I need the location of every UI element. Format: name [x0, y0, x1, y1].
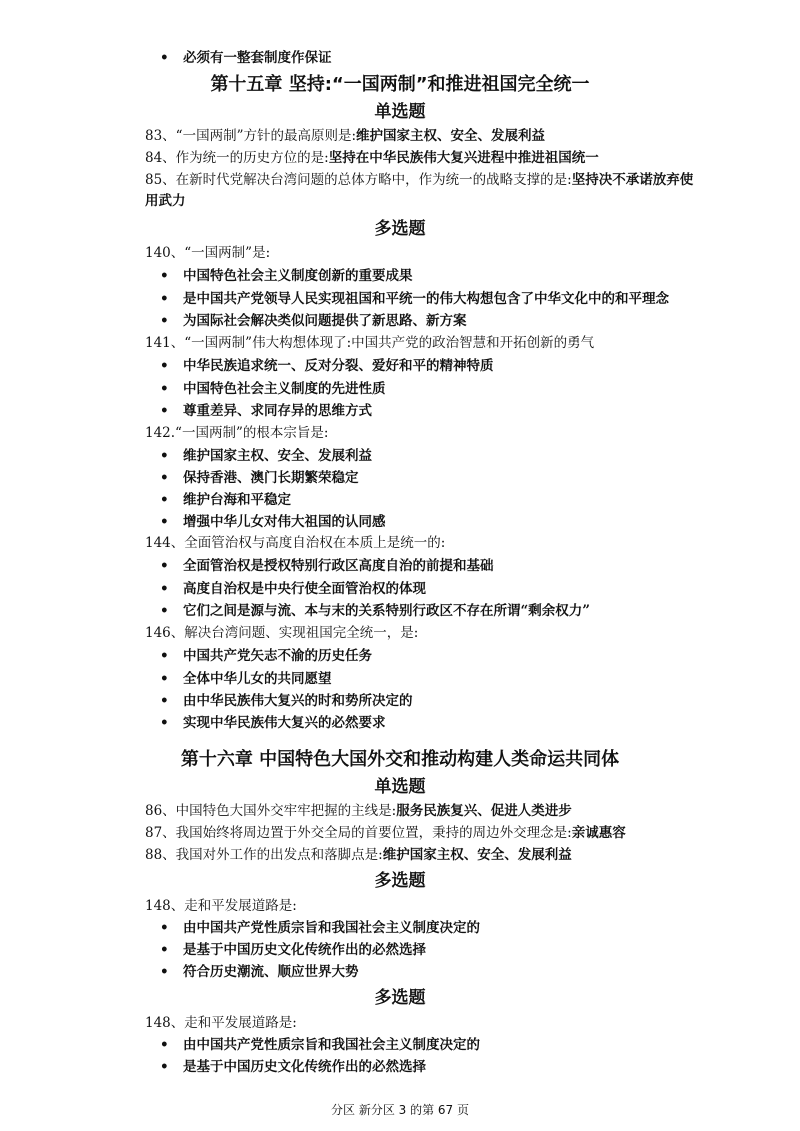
ch15-multi-q142: 142.“一国两制”的根本宗旨是:: [145, 425, 329, 441]
chapter-16-title: 第十六章 中国特色大国外交和推动构建人类命运共同体: [180, 749, 620, 770]
list-item: • 为国际社会解决类似问题提供了新思路、新方案: [0, 311, 800, 331]
ch16-single-heading: 单选题: [374, 777, 426, 797]
list-item: • 是基于中国历史文化传统作出的必然选择: [0, 1057, 800, 1077]
ch16-single-q87: [0, 823, 800, 843]
list-item: • 高度自治权是中央行使全面管治权的体现: [0, 579, 800, 599]
ch15-multi-q146: 146、解决台湾问题、实现祖国完全统一，是:: [145, 625, 419, 641]
list-item: • 由中国共产党性质宗旨和我国社会主义制度决定的: [0, 918, 800, 938]
list-item: • 增强中华儿女对伟大祖国的认同感: [0, 512, 800, 532]
answer-text: 坚持在中华民族伟大复兴进程中推进祖国统一: [328, 150, 599, 166]
answer-text: 服务民族复兴、促进人类进步: [396, 803, 572, 819]
ch15-single-heading: 单选题: [374, 102, 426, 122]
list-item: • 维护台海和平稳定: [0, 490, 800, 510]
ch16-multi-q148-repeat: 148、走和平发展道路是:: [145, 1015, 297, 1031]
ch15-single-q85: [0, 170, 800, 190]
list-item: • 中国共产党矢志不渝的历史任务: [0, 646, 800, 666]
ch15-single-q83: [0, 126, 800, 146]
list-item: • 是中国共产党领导人民实现祖国和平统一的伟大构想包含了中华文化中的和平理念: [0, 289, 800, 309]
page-footer: 分区 新分区 3 的第 67 页: [331, 1103, 469, 1117]
list-item: • 实现中华民族伟大复兴的必然要求: [0, 713, 800, 733]
ch15-multi-q140: 140、“一国两制”是:: [145, 245, 271, 261]
ch15-multi-heading: 多选题: [374, 219, 426, 239]
list-item: • 由中华民族伟大复兴的时和势所决定的: [0, 691, 800, 711]
ch15-multi-q144: 144、全面管治权与高度自治权在本质上是统一的:: [145, 535, 446, 551]
list-item: • 符合历史潮流、顺应世界大势: [0, 962, 800, 982]
list-item: • 保持香港、澳门长期繁荣稳定: [0, 468, 800, 488]
ch16-multi-q148: 148、走和平发展道路是:: [145, 898, 297, 914]
ch15-single-q84: [0, 148, 800, 168]
answer-text: 亲诚惠容: [571, 825, 626, 841]
ch16-single-q88: [0, 845, 800, 865]
intro-bullet: • 必须有一整套制度作保证: [0, 48, 800, 68]
list-item: • 维护国家主权、安全、发展利益: [0, 446, 800, 466]
chapter-15-title: 第十五章 坚持:“一国两制”和推进祖国完全统一: [210, 74, 590, 95]
ch15-single-q85-continued: 用武力: [145, 193, 186, 209]
answer-text: 坚持决不承诺放弃使: [571, 172, 694, 188]
ch16-multi-heading-2: 多选题: [374, 988, 426, 1008]
question-text: 87、我国始终将周边置于外交全局的首要位置，秉持的周边外交理念是:: [145, 825, 572, 841]
list-item: • 它们之间是源与流、本与末的关系特别行政区不存在所谓“剩余权力”: [0, 601, 800, 621]
question-text: 88、我国对外工作的出发点和落脚点是:: [145, 847, 383, 863]
list-item: • 尊重差异、求同存异的思维方式: [0, 401, 800, 421]
answer-text: 维护国家主权、安全、发展利益: [382, 847, 572, 863]
list-item: • 中国特色社会主义制度创新的重要成果: [0, 266, 800, 286]
list-item: • 是基于中国历史文化传统作出的必然选择: [0, 940, 800, 960]
ch16-multi-heading-1: 多选题: [374, 871, 426, 891]
question-text: 83、“一国两制”方针的最高原则是:: [145, 128, 357, 144]
list-item: • 中国特色社会主义制度的先进性质: [0, 379, 800, 399]
list-item: • 中华民族追求统一、反对分裂、爱好和平的精神特质: [0, 356, 800, 376]
list-item: • 由中国共产党性质宗旨和我国社会主义制度决定的: [0, 1035, 800, 1055]
ch16-single-q86: [0, 801, 800, 821]
list-item: • 全面管治权是授权特别行政区高度自治的前提和基础: [0, 556, 800, 576]
question-text: 84、作为统一的历史方位的是:: [145, 150, 329, 166]
list-item: • 全体中华儿女的共同愿望: [0, 669, 800, 689]
question-text: 86、中国特色大国外交牢牢把握的主线是:: [145, 803, 397, 819]
question-text: 85、在新时代党解决台湾问题的总体方略中，作为统一的战略支撑的是:: [145, 172, 572, 188]
ch15-multi-q141: 141、“一国两制”伟大构想体现了:中国共产党的政治智慧和开拓创新的勇气: [145, 335, 595, 351]
answer-text: 维护国家主权、安全、发展利益: [356, 128, 546, 144]
